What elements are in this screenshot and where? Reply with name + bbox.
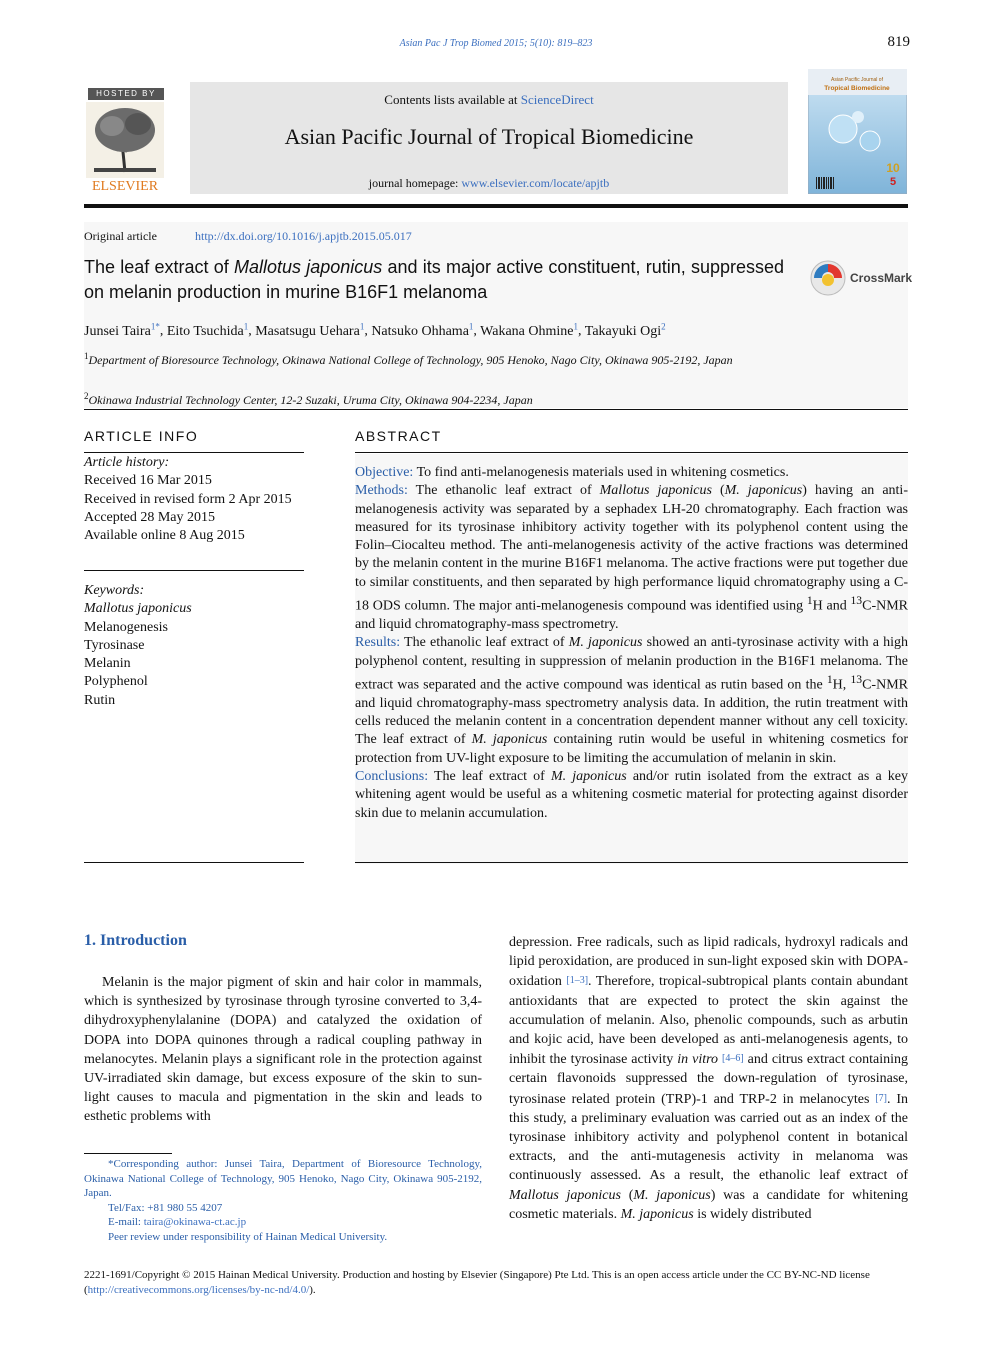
journal-header	[190, 82, 788, 194]
copyright-notice: 2221-1691/Copyright © 2015 Hainan Medical University. Production and hosting by Elsevier (Singapore) Pte Ltd. This is an open access article under the CC BY-NC-ND license (http://creativecommons.org/licenses/by-nc-nd/4.0/).	[84, 1269, 870, 1296]
affiliation-2: $^2$Okinawa Industrial Technology Center, 12-2 Suzaki, Uruma City, Okinawa 904-2234, Japan	[84, 391, 533, 407]
intro-right-paragraph: depression. Free radicals, such as lipid radicals, hydroxyl radicals and lipid peroxidation, are produced in sun-light exposed skin with DOPA-oxidation [1–3]. Therefore, tropical-subtropical plants contain abundant antioxidants that are expected to protect the skin against the accumulation of melanin. Also, phenolic compounds, such as arbutin and kojic acid, have been developed as anti-melanogenesis agents, to inhibit the tyrosinase activity in vitro [4–6] and citrus extract containing certain flavonoids suppressed the down-regulation of tyrosinase, tyrosinase related protein (TRP)-1 and TRP-2 in melanocytes [7]. In this study, a preliminary evaluation was carried out as an index of the tyrosinase inhibitory activity and polyphenol content in botanical extracts, and the anti-mutagenesis activity in melanoma was continuously assessed. As a result, the ethanolic leaf extract of Mallotus japonicus (M. japonicus) was a candidate for whitening cosmetic materials. M. japonicus is widely distributed	[509, 935, 909, 1222]
keyword: Tyrosinase	[84, 637, 145, 653]
corresponding-author-note: *Corresponding author: Junsei Taira, Department of Bioresource Technology, Okinawa National College of Technology, 905 Henoko, Nago City, Okinawa 905-2192, Japan.	[84, 1158, 482, 1200]
elsevier-tree-logo[interactable]	[86, 102, 164, 194]
keyword: Melanogenesis	[84, 619, 168, 635]
svg-text:Tropical Biomedicine: Tropical Biomedicine	[824, 85, 890, 92]
keyword: Melanin	[84, 656, 131, 672]
journal-title: Asian Pacific Journal of Tropical Biomedicine	[284, 124, 694, 149]
history-received: Received 16 Mar 2015	[84, 473, 212, 489]
reference-link[interactable]: [7]	[875, 1092, 887, 1104]
contents-prefix: Contents lists available at	[384, 92, 521, 107]
peer-review-note: Peer review under responsibility of Hainan Medical University.	[108, 1230, 388, 1243]
affiliation-1: $^1$Department of Bioresource Technology, Okinawa National College of Technology, 905 Henoko, Nago City, Okinawa 905-2192, Japan	[84, 351, 733, 367]
info-bottom-rule	[84, 862, 304, 863]
sciencedirect-link[interactable]: ScienceDirect	[520, 92, 594, 107]
license-link[interactable]: http://creativecommons.org/licenses/by-nc-nd/4.0/	[87, 1284, 310, 1296]
author[interactable]: Wakana Ohmine$^1$	[480, 321, 578, 339]
cover-volume: 10	[886, 161, 900, 175]
author[interactable]: Natsuko Ohhama$^1$	[371, 321, 474, 339]
article-type: Original article	[84, 229, 157, 243]
homepage-link[interactable]: www.elsevier.com/locate/apjtb	[461, 176, 610, 190]
abstract-rule	[355, 452, 908, 453]
page-number: 819	[887, 34, 910, 50]
article-info-heading: ARTICLE INFO	[84, 428, 199, 444]
crossmark-icon	[808, 258, 848, 298]
author[interactable]: Eito Tsuchida$^1$	[166, 321, 249, 339]
keyword: Mallotus japonicus	[84, 601, 192, 617]
meta-divider	[84, 409, 908, 410]
reference-link[interactable]: [1–3]	[566, 975, 589, 987]
author[interactable]: Takayuki Ogi$^2$	[584, 321, 666, 339]
reference-link[interactable]: [4–6]	[722, 1053, 744, 1065]
author[interactable]: Masatsugu Uehara$^1$	[255, 321, 365, 339]
article-info-rule	[84, 452, 304, 453]
homepage-prefix: journal homepage:	[368, 176, 462, 190]
svg-text:Asian Pacific Journal of: Asian Pacific Journal of	[831, 77, 883, 83]
author-list: Junsei Taira$^{1*}$, Eito Tsuchida$^1$, Masatsugu Uehara$^1$, Natsuko Ohhama$^1$, Wakana Ohmine$^1$, Takayuki Ogi$^2$	[84, 321, 666, 339]
article-title: The leaf extract of Mallotus japonicus and its major active constituent, rutin, suppressed on melanin production in murine B16F1 melanoma	[84, 257, 785, 302]
abstract-bottom-rule	[355, 862, 908, 863]
hosted-by-label: HOSTED BY	[88, 88, 164, 100]
running-head: Asian Pac J Trop Biomed 2015; 5(10): 819–823	[399, 38, 593, 49]
abstract-body: Objective: To find anti-melanogenesis materials used in whitening cosmetics. Methods: The ethanolic leaf extract of Mallotus japonicus (M. japonicus) having an anti-melanogenesis activity was separated by a sephadex LH-20 chromatography. Each fraction was measured for its tyrosinase inhibitory activity together with its polyphenol content using the Folin–Ciocalteu method. The anti-melanogenesis activity of the active fractions was determined by the melanin content in the murine B16F1 melanoma. The active fractions were put together due to similar constituents, and then separated by high performance liquid chromatography using a C-18 ODS column. The major anti-melanogenesis compound was identified using $^1$H and $^{13}$C-NMR and liquid chromatography-mass spectrometry. Results: The ethanolic leaf extract of M. japonicus showed an anti-tyrosinase activity with a high polyphenol content, resulting in suppression of melanin production in the B16F1 melanoma. The extract was separated and the active compound was identical as rutin based on the $^1$H, $^{13}$C-NMR and liquid chromatography-mass spectrometry analysis data. In addition, the rutin treatment with cells reduced the melanin content in a concentration dependent manner without any cell toxicity. The leaf extract of M. japonicus containing rutin would be useful in whitening cosmetics for protection from UV-light exposure to be limiting the accumulation of melanin in skin. Conclusions: The leaf extract of M. japonicus and/or rutin isolated from the extract as a key whitening agent would be useful as a whitening cosmetic material for protecting against disorder skin due to melanin accumulation.	[355, 465, 909, 821]
journal-cover-image[interactable]	[808, 69, 907, 194]
history-online: Available online 8 Aug 2015	[84, 528, 245, 544]
homepage-line	[190, 176, 788, 191]
intro-heading: 1. Introduction	[84, 932, 187, 949]
elsevier-wordmark: ELSEVIER	[91, 179, 159, 194]
abstract-heading: ABSTRACT	[355, 428, 442, 444]
crossmark-label: CrossMark	[850, 271, 913, 285]
tel-fax: Tel/Fax: +81 980 55 4207	[108, 1201, 223, 1214]
doi-link[interactable]: http://dx.doi.org/10.1016/j.apjtb.2015.05.017	[195, 229, 412, 243]
keyword: Polyphenol	[84, 674, 148, 690]
footnote-rule	[84, 1153, 172, 1154]
header-rule	[84, 204, 908, 208]
footnotes: *Corresponding author: Junsei Taira, Department of Bioresource Technology, Okinawa National College of Technology, 905 Henoko, Nago City, Okinawa 905-2192, Japan. Tel/Fax: +81 980 55 4207 E-mail: taira@okinawa-ct.ac.jp Peer review under responsibility of Hainan Medical University.	[84, 1158, 482, 1243]
intro-left-paragraph: Melanin is the major pigment of skin and hair color in mammals, which is synthesized by tyrosinase through tyrosine converted to 3,4-dihydroxyphenylalanine (DOPA) and catalyzed the oxidation of DOPA into DOPA quinones through a radical coupling pathway in melanocytes. Melanin plays a significant role in the protection against UV-irradiated skin damage, but excess exposure of the skin to sun-light causes to macula and pigmentation in the skin and leads to esthetic problems with	[84, 975, 482, 1125]
author[interactable]: Junsei Taira$^{1*}$	[84, 321, 160, 339]
email-link[interactable]: taira@okinawa-ct.ac.jp	[143, 1216, 247, 1229]
crossmark-badge[interactable]	[808, 258, 913, 298]
keywords-list: Keywords: Mallotus japonicus Melanogenesis Tyrosinase Melanin Polyphenol Rutin	[84, 582, 304, 710]
keyword: Rutin	[84, 692, 116, 708]
cover-issue: 5	[889, 176, 897, 188]
keywords-rule	[84, 570, 304, 571]
contents-line	[190, 92, 788, 108]
article-history: Article history: Received 16 Mar 2015 Received in revised form 2 Apr 2015 Accepted 28 May 2015 Available online 8 Aug 2015	[84, 454, 304, 545]
history-accepted: Accepted 28 May 2015	[84, 509, 216, 525]
article-meta-background	[84, 222, 908, 408]
history-revised: Received in revised form 2 Apr 2015	[84, 491, 292, 507]
